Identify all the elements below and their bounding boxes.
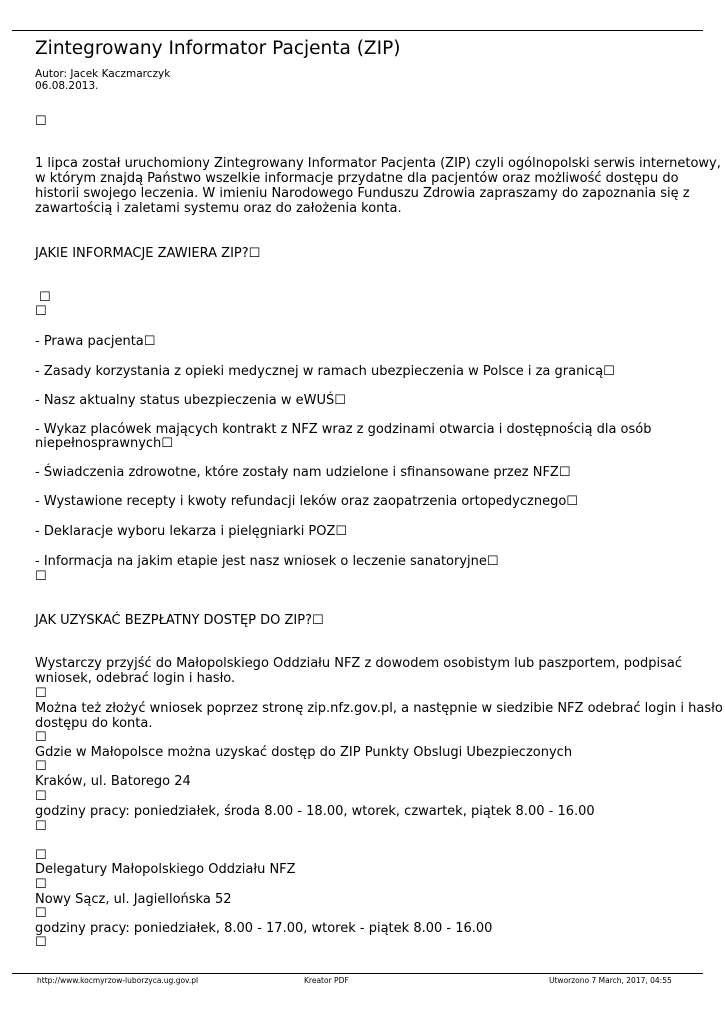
section-heading-info: [35, 247, 260, 262]
empty-box-icon: ☐: [603, 364, 615, 379]
list-item-text: - Zasady korzystania z opieki medycznej w ramach ubezpieczenia w Polsce i za granicą: [35, 364, 604, 379]
document-title: Zintegrowany Informator Pacjenta (ZIP): [35, 38, 401, 59]
list-item: [35, 555, 499, 570]
access-line: dostępu do konta.: [35, 716, 153, 731]
list-item-text: - Wystawione recepty i kwoty refundacji leków oraz zaopatrzenia ortopedycznego: [35, 494, 567, 509]
empty-box-icon: ☐: [566, 494, 578, 509]
footer-url: http://www.kocmyrzow-luborzyca.ug.gov.pl: [37, 976, 199, 985]
list-item-text: - Świadczenia zdrowotne, które zostały nam udzielone i sfinansowane przez NFZ: [35, 465, 559, 480]
empty-box-icon: ☐: [35, 819, 47, 834]
list-item-text: niepełnosprawnych: [35, 436, 162, 451]
office-address: Kraków, ul. Batorego 24: [35, 774, 191, 789]
header-rule: [12, 30, 703, 31]
list-item-text: - Deklaracje wyboru lekarza i pielęgniarki POZ: [35, 524, 336, 539]
intro-line: 1 lipca został uruchomiony Zintegrowany Informator Pacjenta (ZIP) czyli ogólnopolski serwis internetowy,: [35, 156, 721, 171]
section-heading-access: [35, 614, 324, 629]
footer-creator: Kreator PDF: [304, 976, 349, 985]
empty-box-icon: ☐: [335, 524, 348, 539]
list-item-text: - Nasz aktualny status ubezpieczenia w eWUŚ: [35, 393, 335, 408]
empty-box-icon: ☐: [35, 789, 47, 804]
empty-box-icon: ☐: [35, 686, 47, 701]
empty-box-icon: ☐: [486, 554, 499, 569]
publication-date: 06.08.2013.: [35, 80, 99, 92]
office-hours: godziny pracy: poniedziałek, 8.00 - 17.00, wtorek - piątek 8.00 - 16.00: [35, 921, 493, 936]
access-line: Wystarczy przyjść do Małopolskiego Oddziału NFZ z dowodem osobistym lub paszportem, podpisać: [35, 656, 682, 671]
intro-line: w którym znajdą Państwo wszelkie informacje przydatne dla pacjentów oraz możliwość dostępu do: [35, 171, 679, 186]
empty-box-icon: ☐: [35, 935, 47, 950]
list-item: [35, 335, 155, 350]
empty-box-icon: ☐: [248, 246, 261, 261]
list-item: [35, 365, 615, 380]
empty-box-icon: ☐: [35, 848, 47, 863]
empty-box-icon: ☐: [35, 569, 47, 584]
intro-line: zawartością i zaletami systemu oraz do założenia konta.: [35, 201, 402, 216]
empty-box-icon: ☐: [558, 465, 571, 480]
list-item-continuation: [35, 437, 173, 452]
empty-box-icon: ☐: [312, 613, 324, 628]
list-item: [35, 495, 578, 510]
empty-box-icon: ☐: [35, 114, 47, 129]
office-address: Nowy Sącz, ul. Jagiellońska 52: [35, 892, 232, 907]
empty-box-icon: ☐: [35, 877, 47, 892]
list-item: [35, 466, 570, 481]
list-item-text: - Informacja na jakim etapie jest nasz wniosek o leczenie sanatoryjne: [35, 554, 487, 569]
access-line: Gdzie w Małopolsce można uzyskać dostęp do ZIP Punkty Obslugi Ubezpieczonych: [35, 745, 573, 760]
list-item: [35, 394, 346, 409]
delegations-heading: Delegatury Małopolskiego Oddziału NFZ: [35, 862, 296, 877]
empty-box-icon: ☐: [35, 730, 47, 745]
access-line: Można też złożyć wniosek poprzez stronę zip.nfz.gov.pl, a następnie w siedzibie NFZ odebrać login i hasło: [35, 701, 723, 716]
author-line: Autor: Jacek Kaczmarczyk: [35, 68, 171, 80]
footer-rule: [12, 973, 703, 974]
empty-box-icon: ☐: [35, 906, 47, 921]
section-heading-info-text: JAKIE INFORMACJE ZAWIERA ZIP?: [35, 246, 249, 261]
footer-created-date: Utworzono 7 March, 2017, 04:55: [549, 976, 672, 985]
empty-box-icon: ☐: [39, 290, 51, 305]
office-hours: godziny pracy: poniedziałek, środa 8.00 - 18.00, wtorek, czwartek, piątek 8.00 - 16.00: [35, 804, 595, 819]
intro-line: historii swojego leczenia. W imieniu Narodowego Funduszu Zdrowia zapraszamy do zapoznania się z: [35, 186, 690, 201]
list-item: - Wykaz placówek mających kontrakt z NFZ wraz z godzinami otwarcia i dostępnością dla osób: [35, 422, 652, 437]
empty-box-icon: ☐: [161, 436, 173, 451]
empty-box-icon: ☐: [35, 304, 47, 319]
section-heading-access-text: JAK UZYSKAĆ BEZPŁATNY DOSTĘP DO ZIP?: [35, 613, 312, 628]
access-line: wniosek, odebrać login i hasło.: [35, 671, 236, 686]
list-item-text: - Prawa pacjenta: [35, 334, 144, 349]
empty-box-icon: ☐: [334, 393, 346, 408]
empty-box-icon: ☐: [35, 759, 47, 774]
empty-box-icon: ☐: [143, 334, 156, 349]
list-item: [35, 525, 347, 540]
